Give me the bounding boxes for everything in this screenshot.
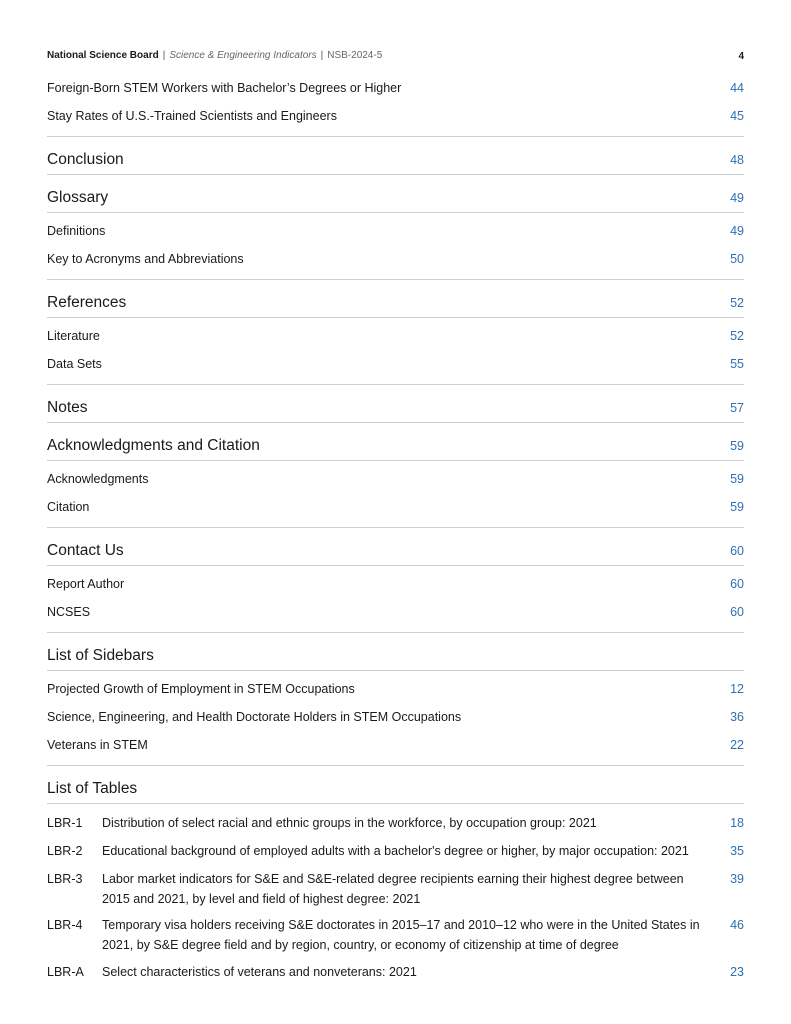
toc-entry-label: Science, Engineering, and Health Doctorate Holders in STEM Occupations [47,710,462,724]
toc-section-page-link[interactable]: 49 [730,191,744,205]
toc-entry-label: Stay Rates of U.S.-Trained Scientists and Engineers [47,109,337,123]
toc-section-acknowledgments[interactable] [47,437,744,459]
toc-section-page-link[interactable]: 48 [730,153,744,167]
toc-entry-label: Definitions [47,224,106,238]
header-separator: | [162,50,166,61]
toc-entry[interactable] [47,738,744,756]
page-header [47,50,744,64]
toc-entry[interactable] [47,81,744,99]
toc-entry-label: Acknowledgments [47,472,149,486]
toc-entry[interactable] [47,682,744,700]
toc-section-label: Notes [47,399,88,416]
divider [47,460,744,461]
table-number: LBR-1 [47,816,83,830]
divider [47,527,744,528]
divider [47,384,744,385]
toc-entry-page-link[interactable]: 59 [730,500,744,514]
toc-entry-label: Citation [47,500,90,514]
toc-entry-page-link[interactable]: 12 [730,682,744,696]
toc-section-label: Contact Us [47,542,124,559]
toc-section-page-link[interactable]: 57 [730,401,744,415]
toc-entry-page-link[interactable]: 59 [730,472,744,486]
table-page-link[interactable]: 18 [730,816,744,830]
divider [47,212,744,213]
table-list-item[interactable] [47,813,744,833]
toc-entry[interactable] [47,605,744,623]
divider [47,136,744,137]
toc-entry[interactable] [47,577,744,595]
toc-section-contact[interactable] [47,542,744,564]
header-page-number: 4 [738,51,744,62]
toc-entry-label: Key to Acronyms and Abbreviations [47,252,244,266]
toc-section-label: List of Tables [47,780,138,797]
toc-section-label: References [47,294,127,311]
toc-section-page-link[interactable]: 60 [730,544,744,558]
divider [47,670,744,671]
table-number: LBR-3 [47,872,83,886]
toc-entry-page-link[interactable]: 44 [730,81,744,95]
table-page-link[interactable]: 39 [730,872,744,886]
toc-section-label: Glossary [47,189,109,206]
divider [47,765,744,766]
divider [47,565,744,566]
toc-entry[interactable] [47,500,744,518]
table-title: Educational background of employed adults with a bachelor's degree or higher, by major occupation: 2021 [102,844,689,858]
toc-entry[interactable] [47,252,744,270]
table-title: Temporary visa holders receiving S&E doctorates in 2015–17 and 2010–12 who were in the United States in 2021, by S&E degree field and by region, country, or economy of citizenship at time of degree [102,918,700,952]
header-org: National Science Board [47,50,159,61]
toc-section-sidebars [47,647,744,669]
toc-entry-label: Report Author [47,577,125,591]
toc-entry-page-link[interactable]: 60 [730,605,744,619]
table-number: LBR-4 [47,918,83,932]
toc-entry-page-link[interactable]: 36 [730,710,744,724]
toc-entry[interactable] [47,357,744,375]
toc-entry-label: Literature [47,329,100,343]
table-page-link[interactable]: 23 [730,965,744,979]
table-title: Labor market indicators for S&E and S&E-related degree recipients earning their highest degree between 2015 and 2021, by level and field of highest degree: 2021 [102,872,684,906]
toc-entry-page-link[interactable]: 52 [730,329,744,343]
header-code: NSB-2024-5 [327,50,383,61]
toc-entry[interactable] [47,224,744,242]
divider [47,279,744,280]
divider [47,803,744,804]
toc-section-label: Conclusion [47,151,124,168]
divider [47,174,744,175]
header-separator: | [320,50,324,61]
toc-entry-label: NCSES [47,605,91,619]
table-list-item[interactable] [47,841,744,861]
toc-entry-page-link[interactable]: 45 [730,109,744,123]
divider [47,422,744,423]
toc-entry[interactable] [47,329,744,347]
toc-entry[interactable] [47,109,744,127]
table-page-link[interactable]: 35 [730,844,744,858]
toc-section-page-link[interactable]: 52 [730,296,744,310]
toc-entry-page-link[interactable]: 60 [730,577,744,591]
table-list-item[interactable] [47,869,744,909]
toc-entry-page-link[interactable]: 22 [730,738,744,752]
toc-section-tables [47,780,744,802]
toc-section-references[interactable] [47,294,744,316]
table-title: Select characteristics of veterans and nonveterans: 2021 [102,965,417,979]
toc-section-conclusion[interactable] [47,151,744,173]
toc-section-notes[interactable] [47,399,744,421]
table-title: Distribution of select racial and ethnic groups in the workforce, by occupation group: 2021 [102,816,597,830]
header-publication: Science & Engineering Indicators [169,50,317,61]
table-page-link[interactable]: 46 [730,918,744,932]
divider [47,632,744,633]
toc-section-glossary[interactable] [47,189,744,211]
toc-entry-label: Data Sets [47,357,102,371]
toc-entry-label: Veterans in STEM [47,738,148,752]
toc-entry-page-link[interactable]: 55 [730,357,744,371]
toc-section-page-link[interactable]: 59 [730,439,744,453]
toc-entry[interactable] [47,710,744,728]
toc-entry[interactable] [47,472,744,490]
toc-entry-label: Foreign-Born STEM Workers with Bachelor’s Degrees or Higher [47,81,402,95]
toc-entry-label: Projected Growth of Employment in STEM Occupations [47,682,355,696]
table-list-item[interactable] [47,915,744,955]
divider [47,317,744,318]
table-number: LBR-2 [47,844,83,858]
toc-section-label: Acknowledgments and Citation [47,437,260,454]
toc-section-label: List of Sidebars [47,647,154,664]
toc-entry-page-link[interactable]: 50 [730,252,744,266]
toc-entry-page-link[interactable]: 49 [730,224,744,238]
table-list-item[interactable] [47,962,744,982]
table-number: LBR-A [47,965,84,979]
